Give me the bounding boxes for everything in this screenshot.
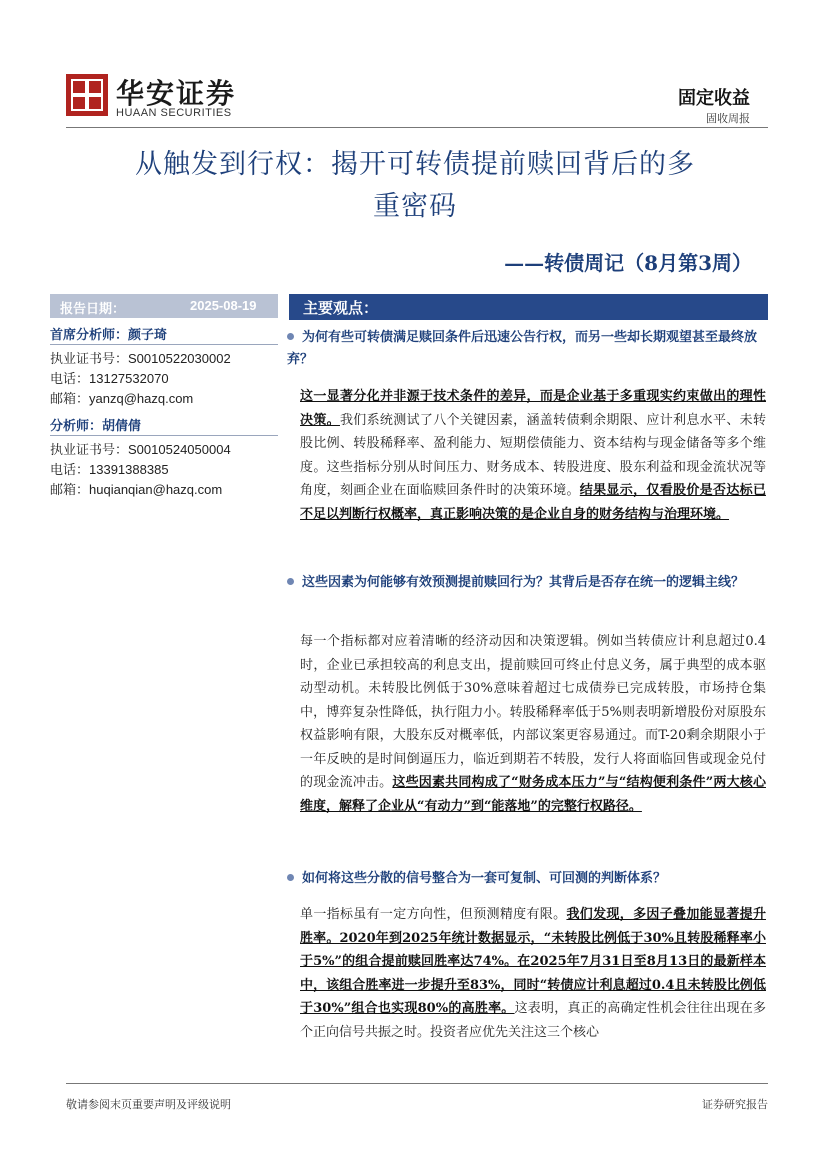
cert-label: 执业证书号： bbox=[50, 443, 129, 458]
analyst-1-cert bbox=[50, 348, 231, 367]
paragraph-2 bbox=[300, 630, 766, 818]
footer-disclaimer: 敬请参阅末页重要声明及评级说明 bbox=[66, 1098, 231, 1111]
title-line-1: 从触发到行权：揭开可转债提前赎回背后的多 bbox=[135, 149, 695, 180]
question-3 bbox=[287, 868, 765, 890]
report-subtitle: ——转债周记（8月第3周） bbox=[504, 251, 752, 275]
report-subcategory: 固收周报 bbox=[706, 112, 750, 125]
analyst-2-phone bbox=[50, 459, 169, 478]
cert-label: 执业证书号： bbox=[50, 352, 129, 367]
p1-text-1: 我们系统测试了八个关键因素，涵盖转债剩余期限、应计利息水平、未转股比例、转股稀释率、盈利能力、短期偿债能力、资本结构与现金储备等多个维度。这些指标分别从时间压力、财务成本、转股进度、股东利益和现金流状况等角度，刻画企业在面临赎回条件时的决策环境。 bbox=[300, 412, 766, 498]
analyst-1-divider bbox=[50, 344, 278, 345]
phone-value: 13391388385 bbox=[89, 462, 169, 477]
analyst-2-email bbox=[50, 479, 222, 498]
p1-bold-1: 这一显著分化并非源于技术条件的差异，而是企业基于多重现实约束做出的理性决策。 bbox=[300, 389, 766, 428]
bullet-icon bbox=[287, 578, 294, 585]
report-title bbox=[60, 144, 770, 228]
footer-report-type: 证券研究报告 bbox=[702, 1098, 768, 1111]
analyst-2-divider bbox=[50, 435, 278, 436]
email-value[interactable]: huqianqian@hazq.com bbox=[89, 482, 223, 497]
header-divider bbox=[66, 127, 768, 128]
p3-bold-1: 我们发现，多因子叠加能显著提升胜率。2020年到2025年统计数据显示，“未转股比例低于30%且转股稀释率小于5%”的组合提前赎回胜率达74%。在2025年7月31日至8月13日的最新样本中，该组合胜率进一步提升至83%，同时“转债应计利息超过0.4且未转股比例低于30%”组合也实现80%的高胜率。 bbox=[300, 907, 766, 1016]
logo-mark bbox=[66, 74, 108, 116]
phone-label: 电话： bbox=[50, 372, 90, 387]
email-label: 邮箱： bbox=[50, 483, 90, 498]
p3-text-1: 单一指标虽有一定方向性，但预测精度有限。 bbox=[300, 907, 567, 922]
analyst-1-phone bbox=[50, 368, 169, 387]
phone-label: 电话： bbox=[50, 463, 90, 478]
analyst-2-name: 分析师：胡倩倩 bbox=[50, 419, 142, 434]
question-1-text: 为何有些可转债满足赎回条件后迅速公告行权，而另一些却长期观望甚至最终放弃？ bbox=[287, 330, 758, 367]
analyst-1-name: 首席分析师：颜子琦 bbox=[50, 328, 168, 343]
title-line-2: 重密码 bbox=[373, 191, 457, 222]
cert-value: S0010524050004 bbox=[128, 442, 231, 457]
logo-english: HUAAN SECURITIES bbox=[116, 107, 232, 119]
p1-bold-2: 结果显示，仅看股价是否达标已不足以判断行权概率，真正影响决策的是企业自身的财务结构与治理环境。 bbox=[300, 483, 766, 522]
paragraph-1 bbox=[300, 385, 766, 526]
report-date: 2025-08-19 bbox=[190, 298, 257, 313]
date-label: 报告日期： bbox=[60, 302, 126, 317]
bullet-icon bbox=[287, 333, 294, 340]
cert-value: S0010522030002 bbox=[128, 351, 231, 366]
email-value[interactable]: yanzq@hazq.com bbox=[89, 391, 194, 406]
footer-divider bbox=[66, 1083, 768, 1084]
bullet-icon bbox=[287, 874, 294, 881]
question-1 bbox=[287, 327, 765, 371]
phone-value: 13127532070 bbox=[89, 371, 169, 386]
p3-text-2: 这表明，真正的高确定性机会往往出现在多个正向信号共振之时。投资者应优先关注这三个核心 bbox=[300, 1001, 766, 1040]
paragraph-3 bbox=[300, 903, 766, 1044]
logo-chinese: 华安证券 bbox=[116, 77, 237, 110]
question-2-text: 这些因素为何能够有效预测提前赎回行为？其背后是否存在统一的逻辑主线？ bbox=[302, 575, 745, 590]
p2-text-1: 每一个指标都对应着清晰的经济动因和决策逻辑。例如当转债应计利息超过0.4时，企业已承担较高的利息支出，提前赎回可终止付息义务，属于典型的成本驱动型动机。未转股比例低于30%意味着超过七成债券已完成转股，市场持仓集中，博弈复杂性降低，执行阻力小。转股稀释率低于5%则表明新增股份对原股东权益影响有限，大股东反对概率低，内部议案更容易通过。而T-20剩余期限小于一年反映的是时间倒逼压力，临近到期若不转股，发行人将面临回售或现金兑付的现金流冲击。 bbox=[300, 634, 766, 790]
question-3-text: 如何将这些分散的信号整合为一套可复制、可回测的判断体系？ bbox=[302, 871, 667, 886]
email-label: 邮箱： bbox=[50, 392, 90, 407]
p2-bold-1: 这些因素共同构成了“财务成本压力”与“结构便利条件”两大核心维度，解释了企业从“有动力”到“能落地”的完整行权路径。 bbox=[300, 775, 766, 814]
key-points-title: 主要观点： bbox=[303, 299, 379, 317]
report-category: 固定收益 bbox=[678, 88, 750, 109]
key-points-header bbox=[289, 294, 768, 320]
analyst-2-cert bbox=[50, 439, 231, 458]
analyst-1-email bbox=[50, 388, 193, 407]
question-2 bbox=[287, 572, 765, 594]
